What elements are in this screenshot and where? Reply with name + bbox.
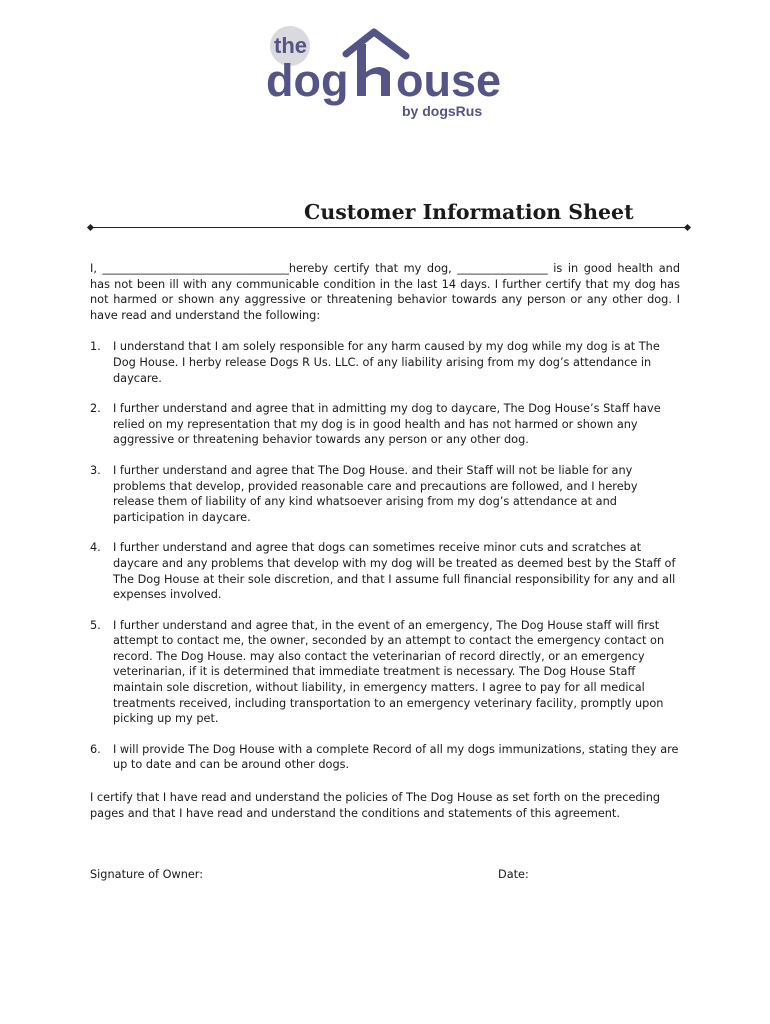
closing-paragraph: I certify that I have read and understand the policies of The Dog House as set forth on the preceding pages and that I have read and understand the conditions and statements of this agreement. [90,791,661,820]
list-item [90,339,680,386]
item-text: I further understand and agree that The Dog House. and their Staff will not be liable for any problems that develop, provided reasonable care and precautions are followed, and I hereby release them of liability of any kind whatsoever arising from my dog’s attendance at and participation in daycare. [113,463,638,524]
logo-word-ouse: ouse [396,55,502,106]
item-number: 4. [90,541,101,555]
item-number: 6. [90,742,101,756]
intro-paragraph: I, _________________________________hereby certify that my dog, ________________ is in good health and has not been ill with any communicable condition in the last 14 days. I further certify that my dog has not harmed or shown any aggressive or threatening behavior towards any person or any other dog. I have read and understand the following: [90,262,680,322]
document-body [90,261,680,773]
title-divider [90,227,688,228]
item-text: I will provide The Dog House with a complete Record of all my dogs immunizations, stating they are up to date and can be around other dogs. [113,742,679,772]
item-text: I further understand and agree that, in the event of an emergency, The Dog House staff will first attempt to contact me, the owner, seconded by an attempt to contact the emergency contact on record. The Dog House. may also contact the veterinarian of record directly, or an emergency veterinarian, if it is determined that immediate treatment is necessary. The Dog House Staff maintain sole discretion, without liability, in emergency matters. I agree to pay for all medical treatments received, including transportation to an emergency veterinary facility, promptly upon picking up my pet. [113,618,665,726]
item-number: 5. [90,618,101,632]
item-text: I further understand and agree that dogs can sometimes receive minor cuts and scratches at daycare and any problems that develop with my dog will be treated as deemed best by the Staff of The Dog House at their sole discretion, and that I assume full financial responsibility for any and all expenses involved. [113,541,676,602]
list-item [90,618,680,727]
item-number: 1. [90,340,101,354]
item-text: I understand that I am solely responsible for any harm caused by my dog while my dog is at The Dog House. I herby release Dogs R Us. LLC. of any liability arising from my dog’s attendance in daycare. [113,340,660,385]
list-item [90,540,680,602]
logo-graphic [262,26,512,126]
list-item [90,401,680,448]
list-item [90,742,680,773]
date-label: Date: [498,868,529,881]
page-title: Customer Information Sheet [298,200,640,224]
logo-word-the: the [274,33,307,58]
title-block [90,200,688,232]
item-number: 3. [90,463,101,477]
logo-word-dog: dog [266,55,349,106]
logo-byline: by dogsRus [402,103,483,119]
terms-list [90,339,680,773]
list-item [90,463,680,525]
item-number: 2. [90,402,101,416]
dog-house-logo [262,26,512,126]
signature-label: Signature of Owner: [90,868,204,881]
item-text: I further understand and agree that in admitting my dog to daycare, The Dog House’s Staff have relied on my representation that my dog is in good health and has not harmed or shown any aggressive or threatening behavior towards any person or any other dog. [113,402,661,447]
